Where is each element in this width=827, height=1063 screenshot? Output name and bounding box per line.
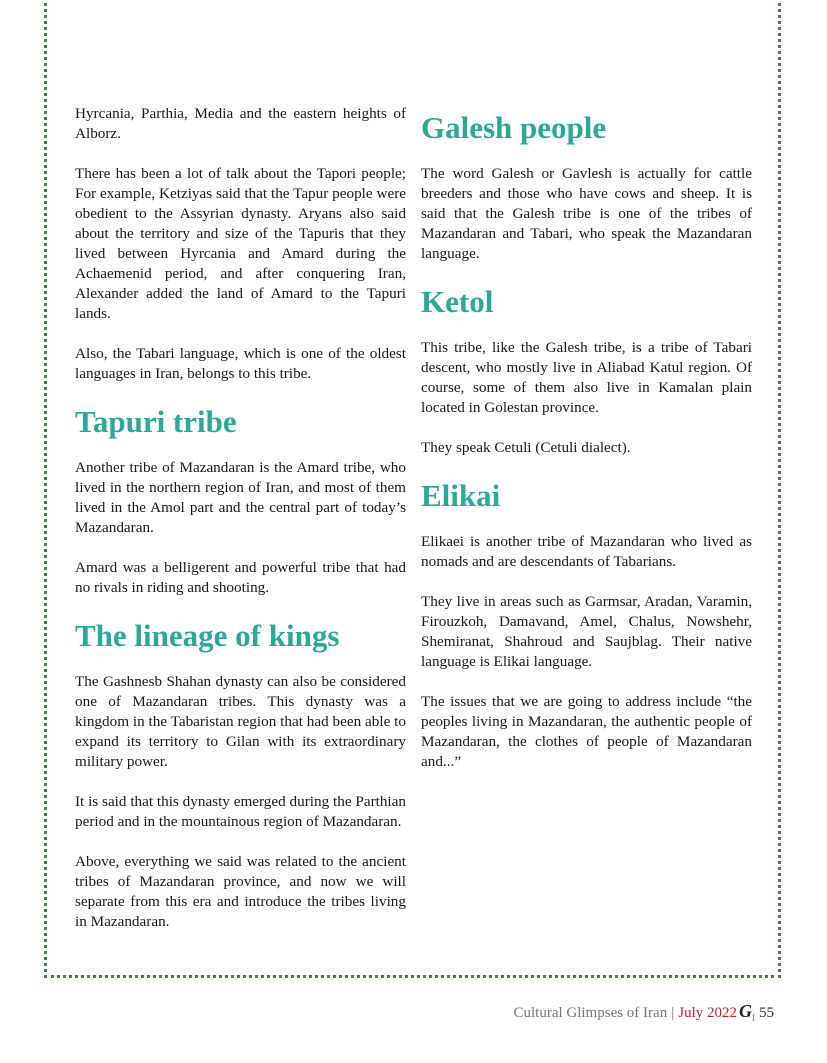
paragraph: The issues that we are going to address include “the peoples living in Mazandaran, the authentic people of Mazandaran, the clothes of people of Mazandaran and...” [421,693,752,770]
left-column [75,104,406,952]
publication-name: Cultural Glimpses of Iran [513,1005,668,1021]
paragraph: The Gashnesb Shahan dynasty can also be considered one of Mazandaran tribes. This dynasty was a kingdom in the Tabaristan region that had been able to expand its territory to Gilan with its extraordinary military power. [75,673,406,770]
paragraph: Elikaei is another tribe of Mazandaran who lived as nomads and are descendants of Tabarians. [421,533,752,570]
paragraph: Above, everything we said was related to the ancient tribes of Mazandaran province, and now we will separate from this era and introduce the tribes living in Mazandaran. [75,853,406,930]
heading-elikai: Elikai [421,478,501,513]
footer-separator: | [671,1005,675,1021]
heading-galesh-people: Galesh people [421,110,607,145]
heading-ketol: Ketol [421,284,494,319]
paragraph: Amard was a belligerent and powerful tribe that had no rivals in riding and shooting. [75,559,406,596]
paragraph: The word Galesh or Gavlesh is actually for cattle breeders and those who have cows and sheep. It is said that the Galesh tribe is one of the tribes of Mazandaran and Tabari, who speak the Mazandaran language. [421,165,752,262]
page-number: 55 [759,1005,774,1021]
magazine-logo-sub: I [752,1013,755,1023]
paragraph: There has been a lot of talk about the Tapori people; For example, Ketziyas said that the Tapur people were obedient to the Assyrian dynasty. Aryans also said about the territory and size of the Tapuris that they lived between Hyrcania and Amard during the Achaemenid period, and after conquering Iran, Alexander added the land of Amard to the Tapuri lands. [75,165,406,322]
magazine-logo-icon: G [739,1001,752,1021]
issue-date: July 2022 [678,1005,737,1021]
heading-tapuri-tribe: Tapuri tribe [75,404,237,439]
paragraph: They speak Cetuli (Cetuli dialect). [421,439,631,456]
paragraph: Hyrcania, Parthia, Media and the eastern heights of Alborz. [75,105,406,142]
paragraph: Also, the Tabari language, which is one of the oldest languages in Iran, belongs to this tribe. [75,345,406,382]
paragraph: They live in areas such as Garmsar, Aradan, Varamin, Firouzkoh, Damavand, Amel, Chalus, Nowshehr, Shemiranat, Shahroud and Saujblag. Their native language is Elikai language. [421,593,752,670]
right-column [421,104,752,792]
paragraph: It is said that this dynasty emerged during the Parthian period and in the mountainous region of Mazandaran. [75,793,406,830]
page-footer [513,1001,774,1028]
paragraph: This tribe, like the Galesh tribe, is a tribe of Tabari descent, who mostly live in Aliabad Katul region. Of course, some of them also live in Kamalan plain located in Golestan province. [421,339,752,416]
paragraph: Another tribe of Mazandaran is the Amard tribe, who lived in the northern region of Iran, and most of them lived in the Amol part and the central part of today’s Mazandaran. [75,459,406,536]
heading-lineage-of-kings: The lineage of kings [75,618,340,653]
